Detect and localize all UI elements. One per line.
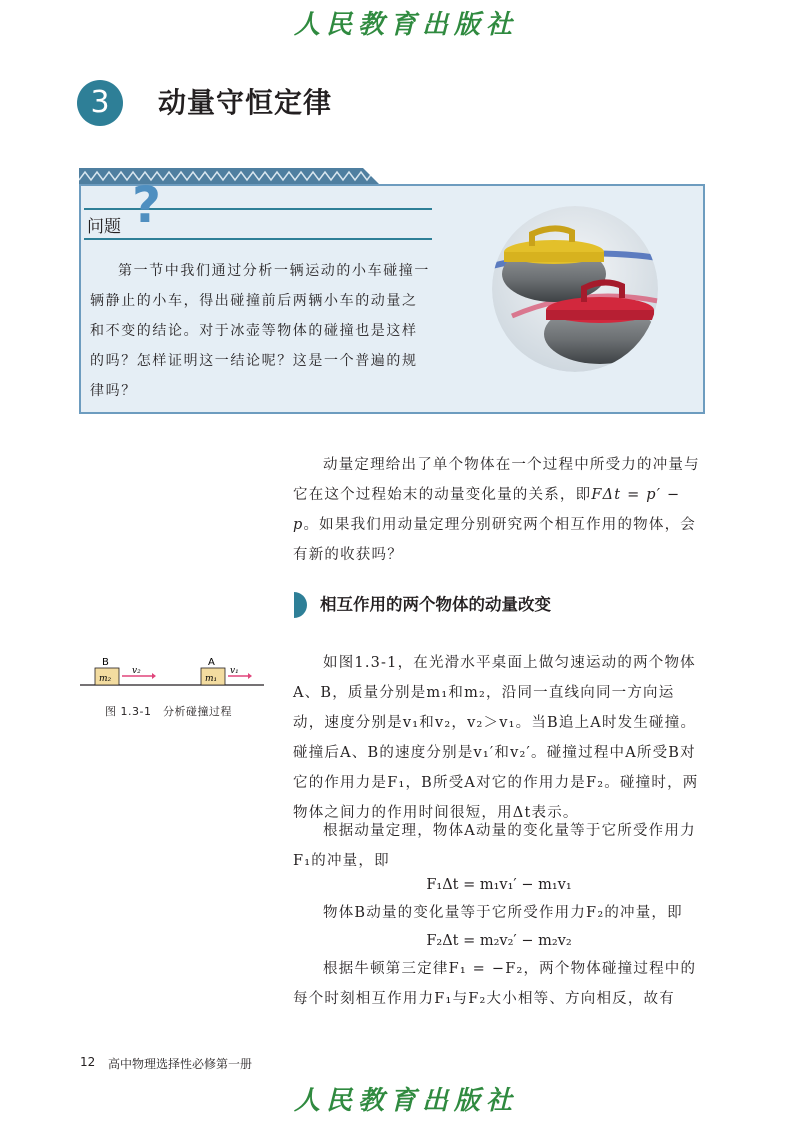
mass-a-label: m₁	[205, 674, 218, 684]
equation-object-a: F₁Δt = m₁v₁′ − m₁v₁	[426, 877, 572, 893]
figure-caption: 图 1.3-1 分析碰撞过程	[105, 705, 232, 718]
page-number: 12	[80, 1055, 96, 1069]
collision-figure	[80, 655, 264, 695]
intro-text-after: 。如果我们用动量定理分别研究两个相互作用的物体，会有新的收获吗？	[293, 517, 696, 563]
velocity-b-label: v₂	[132, 666, 141, 676]
problem-label: 问题	[87, 217, 121, 237]
velocity-a-label: v₁	[230, 666, 239, 676]
section-number-badge: 3	[77, 80, 123, 126]
publisher-logo: 人民教育出版社	[293, 10, 518, 40]
problem-text: 第一节中我们通过分析一辆运动的小车碰撞一辆静止的小车，得出碰撞前后两辆小车的动量之和不变的结论。对于冰壶等物体的碰撞也是这样的吗？怎样证明这一结论呢？这是一个普遍的规律吗？	[90, 263, 430, 399]
publisher-logo-footer: 人民教育出版社	[293, 1086, 518, 1116]
equation-object-b: F₂Δt = m₂v₂′ − m₂v₂	[426, 933, 572, 949]
paragraph-momentum-theorem-b: 物体B动量的变化量等于它所受作用力F₂的冲量，即	[323, 905, 683, 921]
book-title: 高中物理选择性必修第一册	[108, 1057, 253, 1071]
block-a-label: A	[208, 657, 215, 668]
section-title: 动量守恒定律	[158, 86, 333, 119]
paragraph-newton-third-law: 根据牛顿第三定律F₁ = −F₂，两个物体碰撞过程中的每个时刻相互作用力F₁与F₂大小相等、方向相反，故有	[293, 961, 697, 1007]
subheading-marker-icon	[292, 592, 308, 618]
subheading: 相互作用的两个物体的动量改变	[320, 595, 551, 614]
problem-rule-bottom	[84, 238, 432, 240]
intro-paragraph	[293, 450, 705, 570]
paragraph-momentum-theorem-a: 根据动量定理，物体A动量的变化量等于它所受作用力F₁的冲量，即	[293, 823, 696, 869]
question-mark-icon: ?	[132, 176, 162, 234]
intro-text-before: 动量定理给出了单个物体在一个过程中所受力的冲量与它在这个过程始末的动量变化量的关系，即	[293, 457, 700, 503]
block-b-label: B	[102, 657, 109, 668]
decorative-zigzag-band	[79, 168, 379, 184]
curling-stones-photo	[492, 206, 658, 372]
impulse-equation: FΔt = p′ − p	[293, 487, 681, 533]
paragraph-collision-setup: 如图1.3-1，在光滑水平桌面上做匀速运动的两个物体A、B，质量分别是m₁和m₂，沿同一直线向同一方向运动，速度分别是v₁和v₂，v₂＞v₁。当B追上A时发生碰撞。碰撞后A、B的速度分别是v₁′和v₂′。碰撞过程中A所受B对它的作用力是F₁，B所受A对它的作用力是F₂。碰撞时，两物体之间力的作用时间很短，用Δt表示。	[293, 655, 699, 821]
mass-b-label: m₂	[99, 674, 112, 684]
